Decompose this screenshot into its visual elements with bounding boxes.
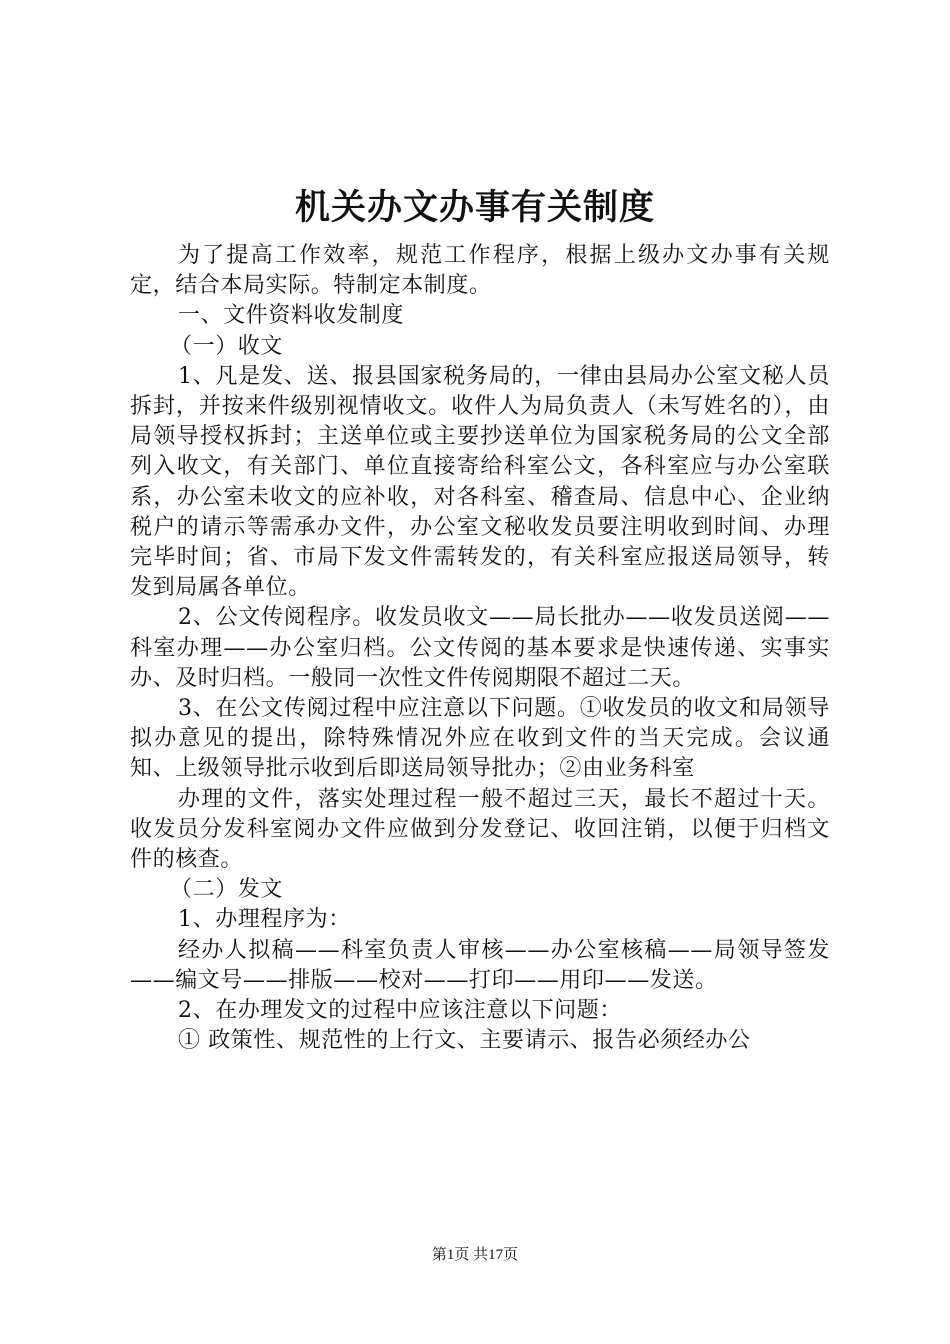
page-footer: 第1页 共17页 [431, 1247, 519, 1263]
paragraph-intro: 为了提高工作效率，规范工作程序，根据上级办文办事有关规定，结合本局实际。特制定本制度。 [130, 243, 830, 299]
paragraph-send-2-item-1: ① 政策性、规范性的上行文、主要请示、报告必须经办公 [178, 1028, 751, 1054]
paragraph-receive-2: 2、公文传阅程序。收发员收文——局长批办——收发员送阅——科室办理——办公室归档。公文传阅的基本要求是快速传递、实事实办、及时归档。一般同一次性文件传阅期限不超过二天。 [130, 605, 830, 691]
document-body [130, 241, 830, 1056]
subsection-heading-receive: （一）收文 [170, 333, 284, 359]
paragraph-send-2: 2、在办理发文的过程中应该注意以下问题： [178, 998, 622, 1024]
paragraph-receive-1: 1、凡是发、送、报县国家税务局的，一律由县局办公室文秘人员拆封，并按来件级别视情收文。收件人为局负责人（未写姓名的），由局领导授权拆封；主送单位或主要抄送单位为国家税务局的公文全部列入收文，有关部门、单位直接寄给科室公文，各科室应与办公室联系，办公室未收文的应补收，对各科室、稽查局、信息中心、企业纳税户的请示等需承办文件，办公室文秘收发员要注明收到时间、办理完毕时间；省、市局下发文件需转发的，有关科室应报送局领导，转发到局属各单位。 [130, 363, 830, 601]
paragraph-send-procedure: 经办人拟稿——科室负责人审核——办公室核稿——局领导签发——编文号——排版——校对——打印——用印——发送。 [130, 937, 830, 993]
paragraph-receive-3: 3、在公文传阅过程中应注意以下问题。①收发员的收文和局领导拟办意见的提出，除特殊情况外应在收到文件的当天完成。会议通知、上级领导批示收到后即送局领导批办；②由业务科室 [130, 696, 830, 782]
paragraph-send-1: 1、办理程序为： [178, 907, 351, 933]
subsection-heading-send: （二）发文 [170, 877, 284, 903]
document-title: 机关办文办事有关制度 [294, 187, 655, 228]
paragraph-receive-3-cont: 办理的文件，落实处理过程一般不超过三天，最长不超过十天。收发员分发科室阅办文件应做到分发登记、收回注销，以便于归档文件的核查。 [130, 786, 830, 873]
section-heading-1: 一、文件资料收发制度 [178, 303, 405, 329]
